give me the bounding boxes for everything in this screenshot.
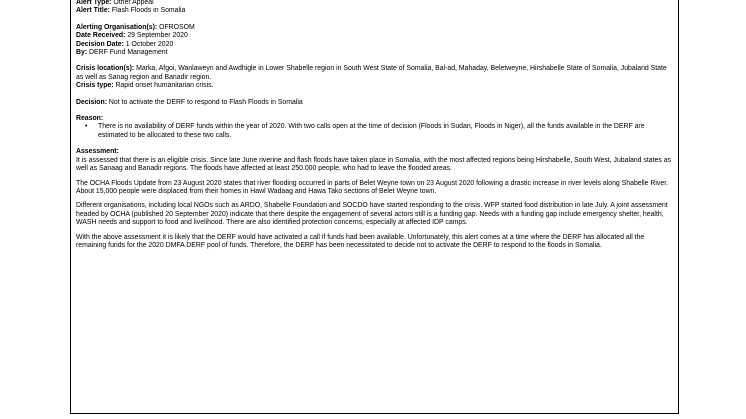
alert-type-label: Alert Type:: [76, 0, 112, 6]
assessment-paragraph: The OCHA Floods Update from 23 August 2020 states that river flooding occurred in parts of Belet Weyne town on 23 August 2020 following a drastic increase in river levels along Shabelle River. About 15,000 people were displaced from their homes in Hawl Wadaag and Hawa Tako sections of Belet Weyne town.: [76, 179, 669, 195]
by-label: By:: [76, 49, 88, 57]
decision-value: Not to activate the DERF to respond to Flash Floods in Somalia: [107, 98, 303, 106]
decision-line: [76, 99, 673, 107]
bullet-icon: •: [85, 123, 88, 131]
alert-document: [70, 0, 679, 414]
crisis-type-line: [76, 82, 673, 90]
decision-date-label: Decision Date:: [76, 40, 124, 48]
reason-item: [76, 123, 673, 140]
date-received-value: 29 September 2020: [125, 32, 188, 40]
crisis-location-value: Marka, Afgoi, Wanlaweyn and Awdhigle in Lower Shabelle region in South West State of Somalia, Bal-ad, Mahaday, Beletweyne, Hirshabelle State of Somalia, Jubaland State as well as Sanag region and Banadir region.: [76, 65, 667, 81]
alert-title-label: Alert Title:: [76, 7, 110, 15]
crisis-location-label: Crisis location(s):: [76, 65, 135, 73]
reason-list: [76, 123, 673, 140]
crisis-type-label: Crisis type:: [76, 82, 114, 90]
alert-title-value: Flash Floods in Somalia: [109, 7, 186, 15]
by-value: DERF Fund Management: [87, 49, 168, 57]
alerting-org-label: Alerting Organisation(s):: [76, 23, 158, 31]
reason-item-text: There is no availability of DERF funds within the year of 2020. With two calls open at the time of decision (Floods in Sudan, Floods in Niger), all the funds available in the DERF are estimated to be allocated to these two calls.: [98, 123, 645, 139]
alert-type-line: [76, 0, 673, 7]
alert-type-value: Other Appeal: [111, 0, 154, 6]
decision-label: Decision:: [76, 98, 108, 106]
assessment-paragraph: It is assessed that there is an eligible crisis. Since late June riverine and flash floods have taken place in Somalia, with the most affected regions being Hirshabelle, South West, Jubaland states as well as Sanaag and Banadir regions. The floods have affected at least 250.000 people, who had to leave the flooded areas.: [76, 156, 671, 173]
alerting-org-value: OFROSOM: [157, 23, 195, 31]
alerting-org-line: [76, 24, 673, 32]
date-received-line: [76, 32, 673, 40]
decision-date-line: [76, 41, 673, 49]
assessment-paragraph: Different organisations, including local NGOs such as ARDO, Shabelle Foundation and SOCDO have started responding to the crisis. WFP started food distribution in late July. A joint assessment headed by OCHA (published 20 September 2020) indicate that there despite the engagement of several actors still is a funding gap. Needs with a funding gap include emergency shelter, health, WASH needs and support to food and livelihood. There are also identified protection concerns, especially at affected IDP camps.: [76, 202, 668, 227]
by-line: [76, 49, 673, 57]
alert-title-line: [76, 7, 673, 15]
crisis-location: [76, 65, 673, 82]
crisis-type-value: Rapid onset humanitarian crisis.: [113, 82, 214, 90]
decision-date-value: 1 October 2020: [123, 40, 174, 48]
reason-heading: Reason:: [76, 115, 104, 123]
date-received-label: Date Received:: [76, 32, 126, 40]
assessment-paragraph: With the above assessment it is likely that the DERF would have activated a call if funds had been available. Unfortunately, this alert comes at a time where the DERF has allocated all the remaining funds for the 2020 DMFA DERF pool of funds. Therefore, the DERF has been necessitated to decide not to activate the DERF to respond to the floods in Somalia.: [76, 233, 645, 249]
assessment-heading: Assessment:: [76, 148, 119, 156]
